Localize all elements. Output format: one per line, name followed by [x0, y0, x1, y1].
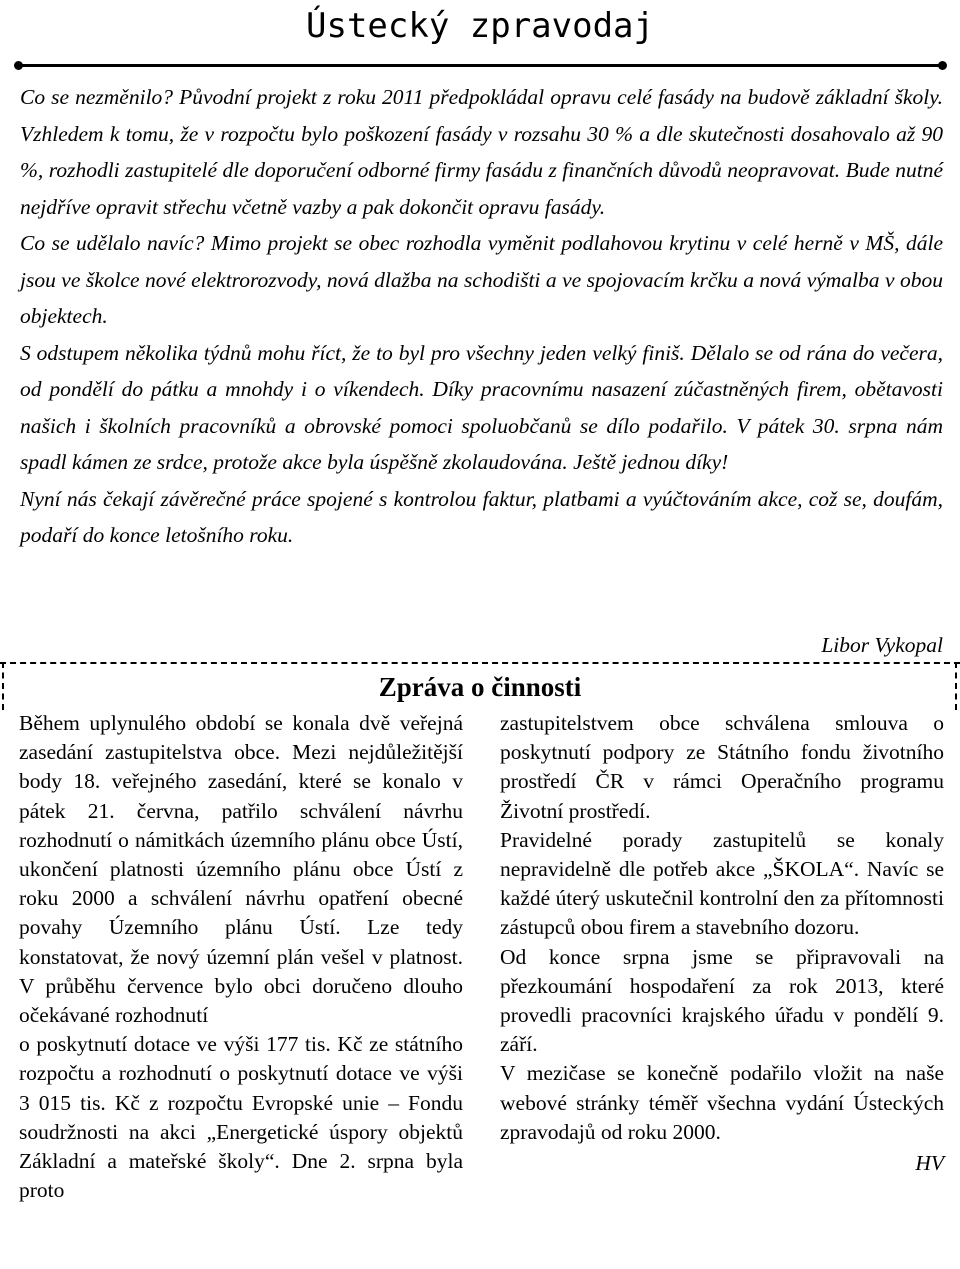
article-paragraph: Nyní nás čekají závěrečné práce spojené s kontrolou faktur, platbami a vyúčtováním akce, což se, doufám, podaří do konce letošního roku. — [20, 486, 943, 547]
column-paragraph: zastupitelstvem obce schválena smlouva o poskytnutí podpory ze Státního fondu životního prostředí ČR v rámci Operačního programu Životní prostředí. — [500, 711, 944, 823]
article-school-renovation — [20, 79, 943, 554]
section-divider — [0, 662, 960, 664]
column-paragraph: Během uplynulého období se konala dvě veřejná zasedání zastupitelstva obce. Mezi nejdůležitější body 18. veřejného zasedání, které se konalo v pátek 21. června, patřilo schválení návrhu rozhodnutí o námitkách územního plánu obce Ústí, ukončení platnosti územního plánu obce Ústí z roku 2000 a schválení návrhu opatření obecné povahy Územního plánu Ústí. Lze tedy konstatovat, že nový územní plán vešel v platnost. V průběhu července bylo obci doručeno dlouho očekávané rozhodnutí — [19, 711, 463, 1028]
section-title: Zpráva o činnosti — [378, 672, 582, 702]
article-paragraph: S odstupem několika týdnů mohu říct, že to byl pro všechny jeden velký finiš. Dělalo se od rána do večera, od pondělí do pátku a mnohdy i o víkendech. Díky pracovnímu nasazení zúčastněných firem, obětavosti našich i školních pracovníků a obrovské pomoci spoluobčanů se dílo podařilo. V pátek 30. srpna nám spadl kámen ze srdce, protože akce byla úspěšně zkolaudována. Ještě jednou díky! — [20, 340, 943, 474]
column-paragraph: o poskytnutí dotace ve výši 177 tis. Kč ze státního rozpočtu a rozhodnutí o poskytnutí dotace ve výši 3 015 tis. Kč z rozpočtu Evropské unie – Fondu soudržnosti na akci „Energetické úspory objektů Základní a mateřské školy“. Dne 2. srpna byla proto — [19, 1032, 463, 1203]
section-divider-right — [955, 662, 957, 710]
article-column-left — [19, 709, 463, 1205]
header-rule — [18, 64, 942, 67]
column-paragraph: Od konce srpna jsme se připravovali na přezkoumání hospodaření za rok 2013, které provedli pracovníci krajského úřadu v pondělí 9. září. — [500, 944, 944, 1057]
rule-end-dot-right — [938, 61, 947, 70]
section-divider-left — [2, 662, 4, 710]
article-paragraph: Co se udělalo navíc? Mimo projekt se obec rozhodla vyměnit podlahovou krytinu v celé herně v MŠ, dále jsou ve školce nové elektrorozvody, nová dlažba na schodišti a ve spojovacím krčku a nová výmalba v obou objektech. — [20, 231, 943, 328]
masthead — [0, 0, 960, 62]
article-paragraph: Co se nezměnilo? Původní projekt z roku 2011 předpokládal opravu celé fasády na budově základní školy. Vzhledem k tomu, že v rozpočtu bylo poškození fasády v rozsahu 30 % a dle skutečnosti dosahovalo až 90 %, rozhodli zastupitelé dle doporučení odborné firmy fasádu z finančních důvodů neopravovat. Bude nutné nejdříve opravit střechu včetně vazby a pak dokončit opravu fasády. — [20, 85, 943, 219]
author-initials: HV — [915, 1151, 944, 1176]
author-signature: Libor Vykopal — [821, 633, 943, 657]
article-column-right — [500, 709, 944, 1178]
column-paragraph: Pravidelné porady zastupitelů se konaly nepravidelně dle potřeb akce „ŠKOLA“. Navíc se každé úterý uskutečnil kontrolní den za přítomnosti zástupců obou firem a stavebního dozoru. — [500, 827, 944, 940]
column-paragraph: V mezičase se konečně podařilo vložit na naše webové stránky téměř všechna vydání Ústeckých zpravodajů od roku 2000. — [500, 1061, 944, 1144]
newsletter-title: Ústecký zpravodaj — [306, 6, 654, 46]
rule-end-dot-left — [14, 61, 23, 70]
